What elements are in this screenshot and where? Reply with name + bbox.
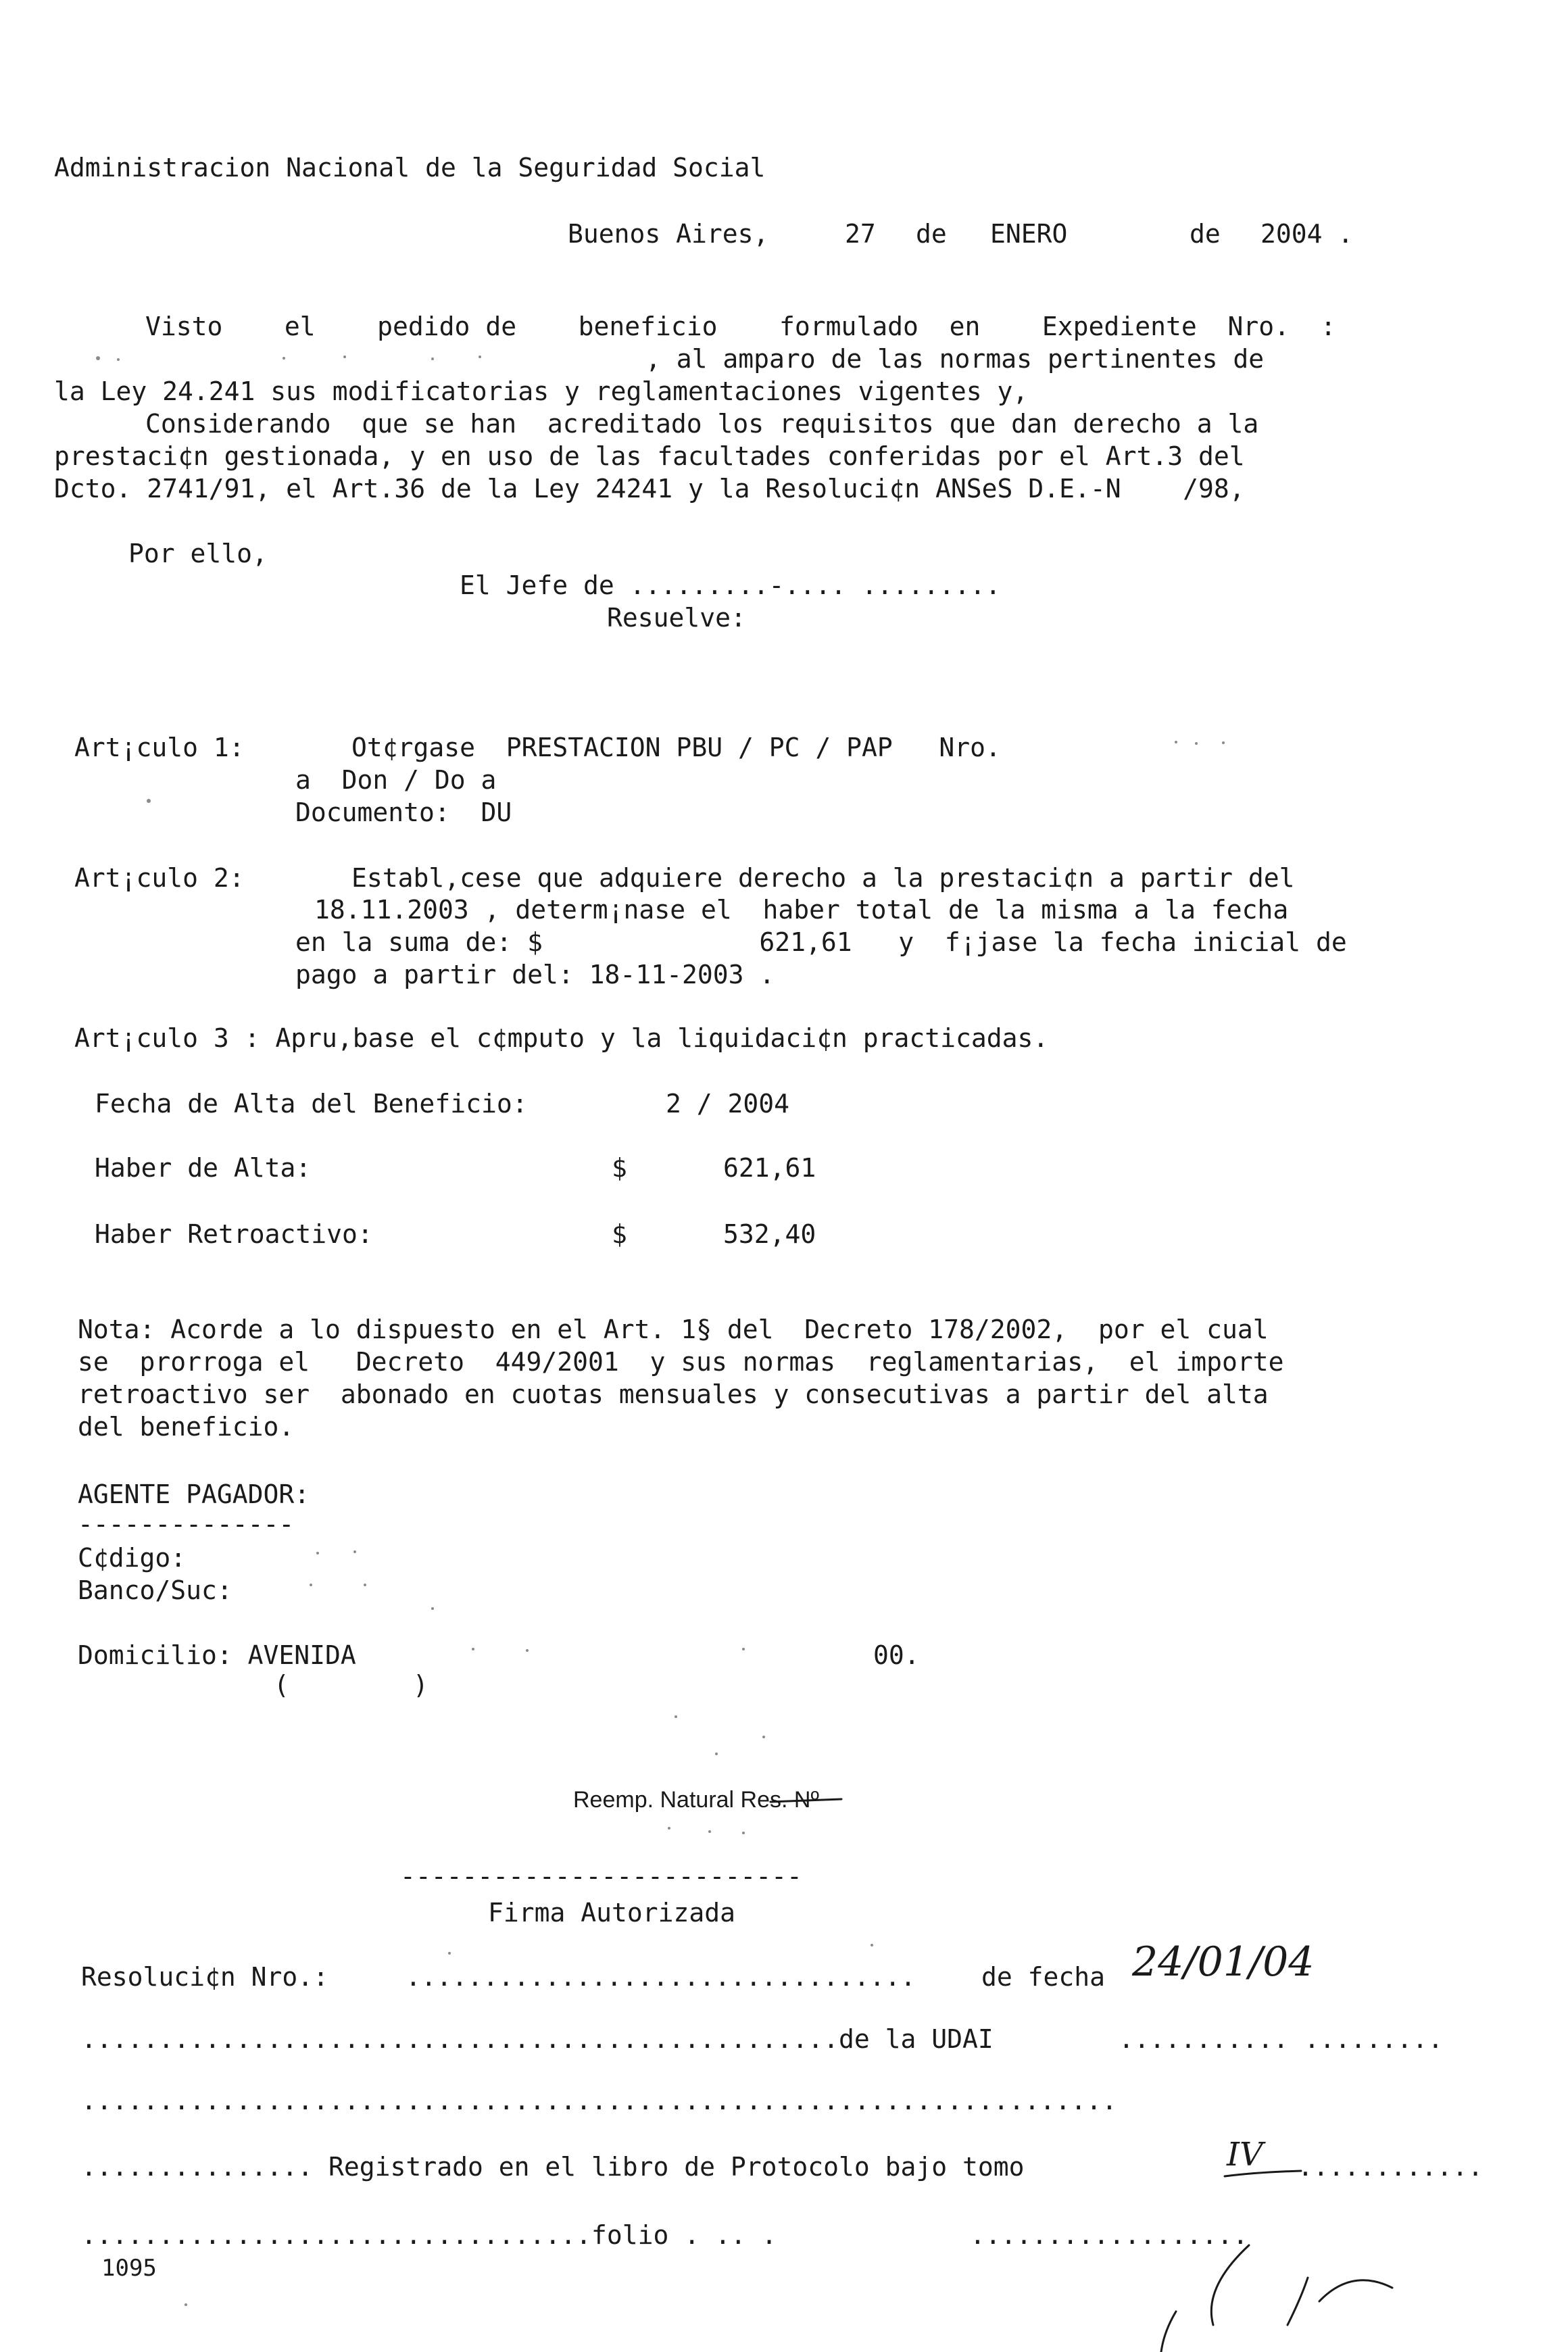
registro-tomo-handwritten: IV xyxy=(1227,2136,1263,2174)
fecha-alta-label: Fecha de Alta del Beneficio: xyxy=(95,1089,528,1119)
haber-alta-label: Haber de Alta: xyxy=(95,1153,312,1183)
nota-line-1: Nota: Acorde a lo dispuesto en el Art. 1§ del Decreto 178/2002, por el cual xyxy=(78,1315,1269,1344)
date-de: de xyxy=(916,219,947,249)
folio-left: .................................folio . .. . xyxy=(81,2220,777,2250)
resolucion-label: Resoluci¢n Nro.: xyxy=(81,1962,329,1992)
tomo-underline-stroke xyxy=(1225,2171,1301,2176)
articulo-3: Art¡culo 3 : Apru,base el c¢mputo y la liquidaci¢n practicadas. xyxy=(74,1023,1049,1053)
reemplazo-stamp: Reemp. Natural Res. Nº xyxy=(573,1787,819,1813)
visto-line-3: la Ley 24.241 sus modificatorias y reglamentaciones vigentes y, xyxy=(54,376,1029,406)
registro-left: ............... Registrado en el libro de Protocolo bajo tomo xyxy=(81,2152,1025,2182)
articulo-1-text: Ot¢rgase PRESTACION PBU / PC / PAP Nro. xyxy=(351,733,1001,762)
nota-line-2: se prorroga el Decreto 449/2001 y sus normas reglamentarias, el importe xyxy=(78,1347,1284,1377)
haber-retro-value: 532,40 xyxy=(723,1219,816,1249)
visto-line-5: prestaci¢n gestionada, y en uso de las facultades conferidas por el Art.3 del xyxy=(54,441,1245,471)
articulo-1-label: Art¡culo 1: xyxy=(74,733,245,762)
agente-parens: ( ) xyxy=(274,1670,428,1700)
agency-name: Administracion Nacional de la Seguridad Social xyxy=(54,153,766,182)
agente-banco: Banco/Suc: xyxy=(78,1575,232,1605)
haber-retro-currency: $ xyxy=(612,1219,627,1249)
visto-line-6: Dcto. 2741/91, el Art.36 de la Ley 24241 y la Resoluci¢n ANSeS D.E.-N /98, xyxy=(54,474,1245,504)
nota-line-4: del beneficio. xyxy=(78,1412,295,1442)
date-day: 27 xyxy=(845,219,876,249)
udai-left: .................................................de la UDAI xyxy=(81,2024,994,2054)
signature-stroke-1 xyxy=(1211,2245,1249,2325)
articulo-2-line-3: en la suma de: $ 621,61 y f¡jase la fecha inicial de xyxy=(295,927,1347,957)
page-number: 1095 xyxy=(101,2255,157,2282)
haber-retro-label: Haber Retroactivo: xyxy=(95,1219,373,1249)
jefe-line: El Jefe de .........-.... ......... xyxy=(460,570,1001,600)
articulo-2-line-1: Establ,cese que adquiere derecho a la prestaci¢n a partir del xyxy=(351,863,1295,893)
resolucion-fecha-label: de fecha xyxy=(981,1962,1106,1992)
visto-line-2: , al amparo de las normas pertinentes de xyxy=(645,344,1265,374)
redaction-specks xyxy=(96,356,1225,2306)
agente-domicilio-num: 00. xyxy=(873,1640,920,1670)
resolucion-fecha-handwritten: 24/01/04 xyxy=(1132,1938,1315,1986)
folio-right: .................. xyxy=(970,2220,1248,2250)
agente-codigo: C¢digo: xyxy=(78,1543,187,1573)
registro-right: ............ xyxy=(1298,2152,1484,2182)
agente-title: AGENTE PAGADOR: xyxy=(78,1479,310,1509)
agente-domicilio: Domicilio: AVENIDA xyxy=(78,1640,356,1670)
udai-right: ........... ......... xyxy=(1119,2024,1444,2054)
visto-line-1: Visto el pedido de beneficio formulado en Expediente Nro. : xyxy=(145,312,1336,341)
signature-stroke-4 xyxy=(1161,2311,1176,2352)
agente-underline: -------------- xyxy=(78,1509,295,1539)
articulo-1-line-3: Documento: DU xyxy=(295,798,512,827)
articulo-2-line-2: 18.11.2003 , determ¡nase el haber total de la misma a la fecha xyxy=(314,895,1289,925)
visto-line-4: Considerando que se han acreditado los requisitos que dan derecho a la xyxy=(145,409,1259,439)
signature-stroke-3 xyxy=(1319,2280,1392,2301)
articulo-2-label: Art¡culo 2: xyxy=(74,863,245,893)
fecha-alta-value: 2 / 2004 xyxy=(666,1089,790,1119)
nota-line-3: retroactivo ser abonado en cuotas mensuales y consecutivas a partir del alta xyxy=(78,1379,1269,1409)
articulo-1-line-2: a Don / Do a xyxy=(295,765,497,795)
signature-stroke-2 xyxy=(1288,2278,1308,2325)
date-city: Buenos Aires, xyxy=(568,219,769,249)
articulo-2-line-4: pago a partir del: 18-11-2003 . xyxy=(295,960,775,989)
date-de-2: de xyxy=(1190,219,1221,249)
resolucion-dots: ................................. xyxy=(406,1962,916,1992)
haber-alta-currency: $ xyxy=(612,1153,627,1183)
date-month: ENERO xyxy=(990,219,1068,249)
firma-line: -------------------------- xyxy=(400,1861,802,1891)
firma-label: Firma Autorizada xyxy=(488,1898,736,1928)
dotted-line: ................................................................... xyxy=(81,2086,1117,2115)
haber-alta-value: 621,61 xyxy=(723,1153,816,1183)
por-ello: Por ello, xyxy=(128,539,268,568)
resuelve: Resuelve: xyxy=(607,603,746,633)
date-year: 2004 . xyxy=(1260,219,1354,249)
stamp-strike-stroke xyxy=(770,1799,841,1802)
